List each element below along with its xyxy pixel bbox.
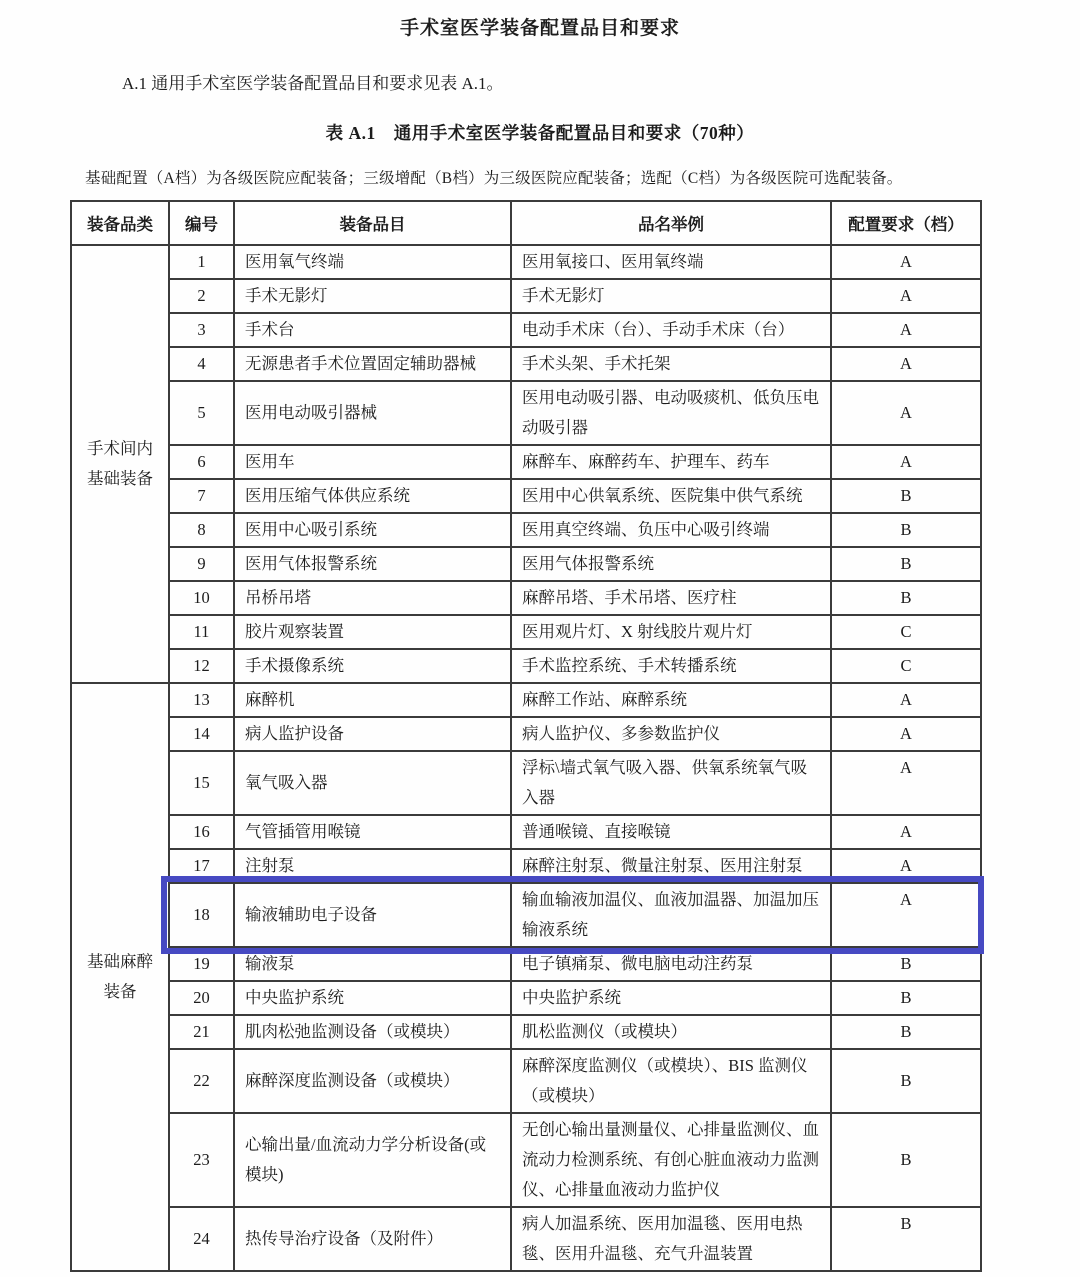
cell-grade: B: [831, 547, 981, 581]
cell-grade: B: [831, 1015, 981, 1049]
cell-examples: 医用观片灯、X 射线胶片观片灯: [511, 615, 831, 649]
cell-number: 2: [169, 279, 234, 313]
cell-grade: A: [831, 815, 981, 849]
cell-number: 3: [169, 313, 234, 347]
table-row: [71, 683, 981, 717]
cell-number: 14: [169, 717, 234, 751]
cell-examples: 普通喉镜、直接喉镜: [511, 815, 831, 849]
cell-number: 21: [169, 1015, 234, 1049]
cell-grade: A: [831, 347, 981, 381]
cell-item: 吊桥吊塔: [234, 581, 511, 615]
table-row: [71, 381, 981, 445]
cell-number: 5: [169, 381, 234, 445]
cell-grade: A: [831, 445, 981, 479]
cell-item: 手术无影灯: [234, 279, 511, 313]
table-row: [71, 547, 981, 581]
equipment-table-wrap: [70, 200, 982, 1272]
cell-grade: C: [831, 615, 981, 649]
table-row: [71, 479, 981, 513]
cell-grade: B: [831, 1207, 981, 1271]
cell-examples: 中央监护系统: [511, 981, 831, 1015]
table-row: [71, 581, 981, 615]
cell-examples: 医用氧接口、医用氧终端: [511, 245, 831, 279]
table-row: [71, 649, 981, 683]
cell-examples: 麻醉吊塔、手术吊塔、医疗柱: [511, 581, 831, 615]
table-row: [71, 245, 981, 279]
cell-item: 肌肉松弛监测设备（或模块）: [234, 1015, 511, 1049]
cell-number: 6: [169, 445, 234, 479]
cell-number: 24: [169, 1207, 234, 1271]
cell-number: 22: [169, 1049, 234, 1113]
cell-examples: 病人加温系统、医用加温毯、医用电热毯、医用升温毯、充气升温装置: [511, 1207, 831, 1271]
cell-examples: 医用真空终端、负压中心吸引终端: [511, 513, 831, 547]
cell-examples: 医用电动吸引器、电动吸痰机、低负压电动吸引器: [511, 381, 831, 445]
cell-item: 手术摄像系统: [234, 649, 511, 683]
cell-grade: A: [831, 381, 981, 445]
cell-number: 13: [169, 683, 234, 717]
cell-grade: A: [831, 751, 981, 815]
table-row: [71, 615, 981, 649]
cell-number: 20: [169, 981, 234, 1015]
column-header-2: 装备品目: [234, 201, 511, 245]
cell-item: 气管插管用喉镜: [234, 815, 511, 849]
cell-examples: 麻醉工作站、麻醉系统: [511, 683, 831, 717]
cell-grade: B: [831, 479, 981, 513]
cell-item: 病人监护设备: [234, 717, 511, 751]
cell-grade: A: [831, 849, 981, 883]
cell-number: 11: [169, 615, 234, 649]
cell-number: 19: [169, 947, 234, 981]
table-row: [71, 849, 981, 883]
cell-grade: C: [831, 649, 981, 683]
column-header-4: 配置要求（档）: [831, 201, 981, 245]
cell-item: 氧气吸入器: [234, 751, 511, 815]
table-header-row: [71, 201, 981, 245]
cell-examples: 电子镇痛泵、微电脑电动注药泵: [511, 947, 831, 981]
column-header-3: 品名举例: [511, 201, 831, 245]
cell-examples: 手术监控系统、手术转播系统: [511, 649, 831, 683]
column-header-0: 装备品类: [71, 201, 169, 245]
cell-examples: 浮标\墙式氧气吸入器、供氧系统氧气吸入器: [511, 751, 831, 815]
cell-item: 心输出量/血流动力学分析设备(或模块): [234, 1113, 511, 1207]
cell-examples: 电动手术床（台）、手动手术床（台）: [511, 313, 831, 347]
cell-item: 中央监护系统: [234, 981, 511, 1015]
cell-number: 7: [169, 479, 234, 513]
cell-number: 23: [169, 1113, 234, 1207]
table-row: [71, 815, 981, 849]
cell-examples: 医用气体报警系统: [511, 547, 831, 581]
column-header-1: 编号: [169, 201, 234, 245]
cell-examples: 麻醉车、麻醉药车、护理车、药车: [511, 445, 831, 479]
cell-item: 医用车: [234, 445, 511, 479]
cell-item: 热传导治疗设备（及附件）: [234, 1207, 511, 1271]
table-row: [71, 445, 981, 479]
cell-examples: 肌松监测仪（或模块）: [511, 1015, 831, 1049]
table-row: [71, 883, 981, 947]
cell-item: 麻醉机: [234, 683, 511, 717]
cell-item: 医用氧气终端: [234, 245, 511, 279]
equipment-table: [70, 200, 982, 1272]
cell-number: 8: [169, 513, 234, 547]
table-row: [71, 981, 981, 1015]
table-row: [71, 347, 981, 381]
cell-item: 手术台: [234, 313, 511, 347]
cell-item: 医用电动吸引器械: [234, 381, 511, 445]
cell-number: 9: [169, 547, 234, 581]
cell-number: 12: [169, 649, 234, 683]
cell-item: 麻醉深度监测设备（或模块）: [234, 1049, 511, 1113]
cell-grade: B: [831, 981, 981, 1015]
cell-item: 胶片观察装置: [234, 615, 511, 649]
cell-number: 16: [169, 815, 234, 849]
cell-grade: B: [831, 1049, 981, 1113]
cell-grade: B: [831, 513, 981, 547]
cell-grade: A: [831, 279, 981, 313]
table-row: [71, 1113, 981, 1207]
cell-number: 10: [169, 581, 234, 615]
cell-item: 输液辅助电子设备: [234, 883, 511, 947]
table-caption: 表 A.1 通用手术室医学装备配置品目和要求（70种）: [325, 123, 755, 143]
cell-number: 4: [169, 347, 234, 381]
cell-grade: A: [831, 883, 981, 947]
page-title: 手术室医学装备配置品目和要求: [399, 18, 680, 39]
table-note: 基础配置（A档）为各级医院应配装备；三级增配（B档）为三级医院应配装备；选配（C档）为各级医院可选配装备。: [85, 170, 903, 187]
cell-grade: B: [831, 947, 981, 981]
cell-examples: 麻醉注射泵、微量注射泵、医用注射泵: [511, 849, 831, 883]
cell-examples: 医用中心供氧系统、医院集中供气系统: [511, 479, 831, 513]
cell-examples: 无创心输出量测量仪、心排量监测仪、血流动力检测系统、有创心脏血液动力监测仪、心排量血液动力监护仪: [511, 1113, 831, 1207]
cell-grade: A: [831, 245, 981, 279]
cell-item: 无源患者手术位置固定辅助器械: [234, 347, 511, 381]
cell-grade: A: [831, 313, 981, 347]
cell-item: 医用气体报警系统: [234, 547, 511, 581]
table-row: [71, 1207, 981, 1271]
cell-grade: A: [831, 683, 981, 717]
table-row: [71, 1049, 981, 1113]
cell-item: 输液泵: [234, 947, 511, 981]
table-row: [71, 1015, 981, 1049]
cell-number: 17: [169, 849, 234, 883]
table-row: [71, 717, 981, 751]
table-row: [71, 751, 981, 815]
cell-grade: B: [831, 581, 981, 615]
cell-examples: 输血输液加温仪、血液加温器、加温加压输液系统: [511, 883, 831, 947]
category-cell-0: 手术间内基础装备: [71, 245, 169, 683]
cell-grade: A: [831, 717, 981, 751]
table-row: [71, 947, 981, 981]
category-cell-1: 基础麻醉装备: [71, 683, 169, 1271]
cell-item: 医用中心吸引系统: [234, 513, 511, 547]
table-row: [71, 513, 981, 547]
cell-number: 18: [169, 883, 234, 947]
intro-paragraph: A.1 通用手术室医学装备配置品目和要求见表 A.1。: [122, 74, 504, 93]
cell-number: 15: [169, 751, 234, 815]
cell-item: 注射泵: [234, 849, 511, 883]
cell-number: 1: [169, 245, 234, 279]
cell-grade: B: [831, 1113, 981, 1207]
cell-item: 医用压缩气体供应系统: [234, 479, 511, 513]
table-row: [71, 279, 981, 313]
cell-examples: 手术无影灯: [511, 279, 831, 313]
table-row: [71, 313, 981, 347]
cell-examples: 病人监护仪、多参数监护仪: [511, 717, 831, 751]
cell-examples: 麻醉深度监测仪（或模块）、BIS 监测仪（或模块）: [511, 1049, 831, 1113]
cell-examples: 手术头架、手术托架: [511, 347, 831, 381]
